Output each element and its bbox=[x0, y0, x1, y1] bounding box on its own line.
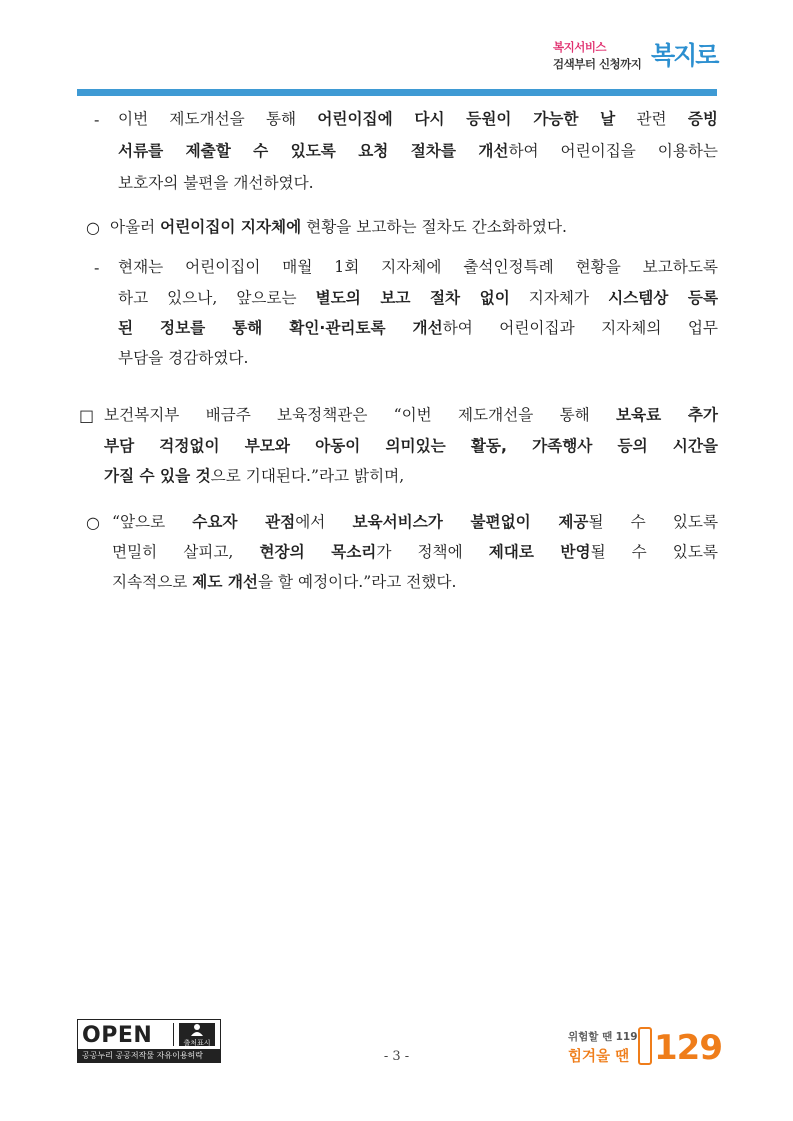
hotline-number: 129 bbox=[654, 1028, 722, 1068]
page-number: - 3 - bbox=[383, 1049, 410, 1064]
p5-line-1: “앞으로 수요자 관점에서 보육서비스가 불편없이 제공될 수 있도록 bbox=[112, 513, 719, 531]
p5-line-3: 지속적으로 제도 개선을 할 예정이다.”라고 전했다. bbox=[112, 573, 457, 591]
p1-line-1: 이번 제도개선을 통해 어린이집에 다시 등원이 가능한 날 관련 증빙 bbox=[118, 110, 718, 128]
p4-line-3: 가질 수 있을 것으로 기대된다.”라고 밝히며, bbox=[104, 467, 405, 485]
p2-line-1: 아울러 어린이집이 지자체에 현황을 보고하는 절차도 간소화하였다. bbox=[110, 218, 567, 236]
dash-bullet: - bbox=[94, 258, 100, 277]
p5-line-2: 면밀히 살피고, 현장의 목소리가 정책에 제대로 반영될 수 있도록 bbox=[112, 543, 718, 561]
dash-bullet: - bbox=[94, 110, 100, 129]
p3-line-1: 현재는 어린이집이 매월 1회 지자체에 출석인정특례 현황을 보고하도록 bbox=[118, 258, 718, 276]
logo-line-2: 검색부터 신청까지 bbox=[553, 57, 642, 71]
p1-line-3: 보호자의 불편을 개선하였다. bbox=[118, 174, 314, 192]
square-bullet: □ bbox=[79, 406, 95, 425]
p3-line-2: 하고 있으나, 앞으로는 별도의 보고 절차 없이 지자체가 시스템상 등록 bbox=[118, 289, 719, 307]
header-logo bbox=[553, 36, 718, 86]
logo-line-1: 복지서비스 bbox=[553, 40, 607, 54]
header-divider bbox=[77, 89, 717, 96]
circle-bullet: ○ bbox=[86, 218, 100, 237]
hotline-small-text: 위험할 땐 119 bbox=[568, 1031, 638, 1043]
circle-bullet: ○ bbox=[86, 513, 100, 532]
open-label: OPEN bbox=[82, 1023, 153, 1048]
p4-line-1: 보건복지부 배금주 보육정책관은 “이번 제도개선을 통해 보육료 추가 bbox=[104, 406, 718, 424]
p1-line-2: 서류를 제출할 수 있도록 요청 절차를 개선하여 어린이집을 이용하는 bbox=[118, 142, 718, 160]
open-license-caption: 공공누리 공공저작물 자유이용허락 bbox=[78, 1049, 220, 1062]
bokjiro-logo-mark: 복지로 bbox=[651, 41, 718, 70]
attribution-person-icon bbox=[179, 1023, 215, 1046]
p3-line-3: 된 정보를 통해 확인·관리토록 개선하여 어린이집과 지자체의 업무 bbox=[118, 319, 718, 337]
p3-line-4: 부담을 경감하였다. bbox=[118, 349, 249, 367]
hotline-129-logo bbox=[568, 1024, 720, 1070]
attribution-caption: 출처표시 bbox=[183, 1039, 211, 1047]
hotline-big-text: 힘겨울 땐 bbox=[568, 1049, 630, 1065]
phone-icon bbox=[638, 1027, 652, 1065]
p4-line-2: 부담 걱정없이 부모와 아동이 의미있는 활동, 가족행사 등의 시간을 bbox=[104, 437, 718, 455]
